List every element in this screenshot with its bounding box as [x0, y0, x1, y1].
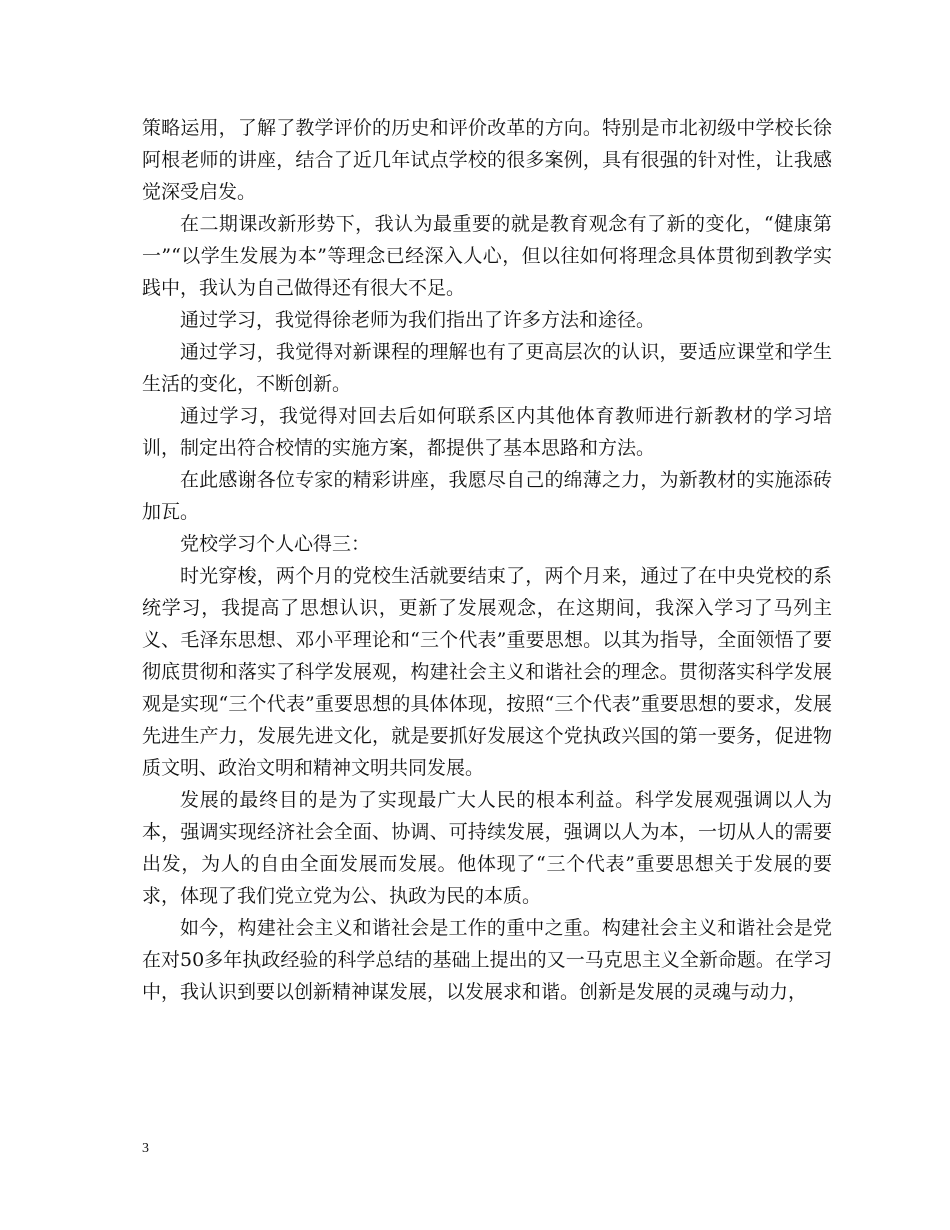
- paragraph: 通过学习，我觉得对新课程的理解也有了更高层次的认识，要适应课堂和学生生活的变化，不断创新。: [142, 341, 832, 395]
- paragraph: 时光穿梭，两个月的党校生活就要结束了，两个月来，通过了在中央党校的系统学习，我提高了思想认识，更新了发展观念，在这期间，我深入学习了马列主义、毛泽东思想、邓小平理论和“三个代表”重要思想。以其为指导，全面领悟了要彻底贯彻和落实了科学发展观，构建社会主义和谐社会的理念。贯彻落实科学发展观是实现“三个代表”重要思想的具体体现，按照“三个代表”重要思想的要求，发展先进生产力，发展先进文化，就是要抓好发展这个党执政兴国的第一要务，促进物质文明、政治文明和精神文明共同发展。: [142, 565, 832, 779]
- paragraph: 策略运用，了解了教学评价的历史和评价改革的方向。特别是市北初级中学校长徐阿根老师的讲座，结合了近几年试点学校的很多案例，具有很强的针对性，让我感觉深受启发。: [142, 117, 832, 203]
- paragraph: 在此感谢各位专家的精彩讲座，我愿尽自己的绵薄之力，为新教材的实施添砖加瓦。: [142, 469, 832, 523]
- paragraph: 通过学习，我觉得徐老师为我们指出了许多方法和途径。: [180, 309, 656, 331]
- paragraph: 通过学习，我觉得对回去后如何联系区内其他体育教师进行新教材的学习培训，制定出符合校情的实施方案，都提供了基本思路和方法。: [142, 405, 832, 459]
- paragraph: 发展的最终目的是为了实现最广大人民的根本利益。科学发展观强调以人为本，强调实现经济社会全面、协调、可持续发展，强调以人为本，一切从人的需要出发，为人的自由全面发展而发展。他体现了“三个代表”重要思想关于发展的要求，体现了我们党立党为公、执政为民的本质。: [142, 789, 832, 907]
- paragraph: 在二期课改新形势下，我认为最重要的就是教育观念有了新的变化，“健康第一”“以学生发展为本”等理念已经深入人心，但以往如何将理念具体贯彻到教学实践中，我认为自己做得还有很大不足。: [142, 213, 832, 299]
- section-heading: 党校学习个人心得三：: [180, 533, 371, 555]
- body-text: [142, 112, 832, 1008]
- page-number: 3: [142, 1141, 149, 1156]
- paragraph: 如今，构建社会主义和谐社会是工作的重中之重。构建社会主义和谐社会是党在对50多年执政经验的科学总结的基础上提出的又一马克思主义全新命题。在学习中，我认识到要以创新精神谋发展，以发展求和谐。创新是发展的灵魂与动力，: [142, 917, 832, 1003]
